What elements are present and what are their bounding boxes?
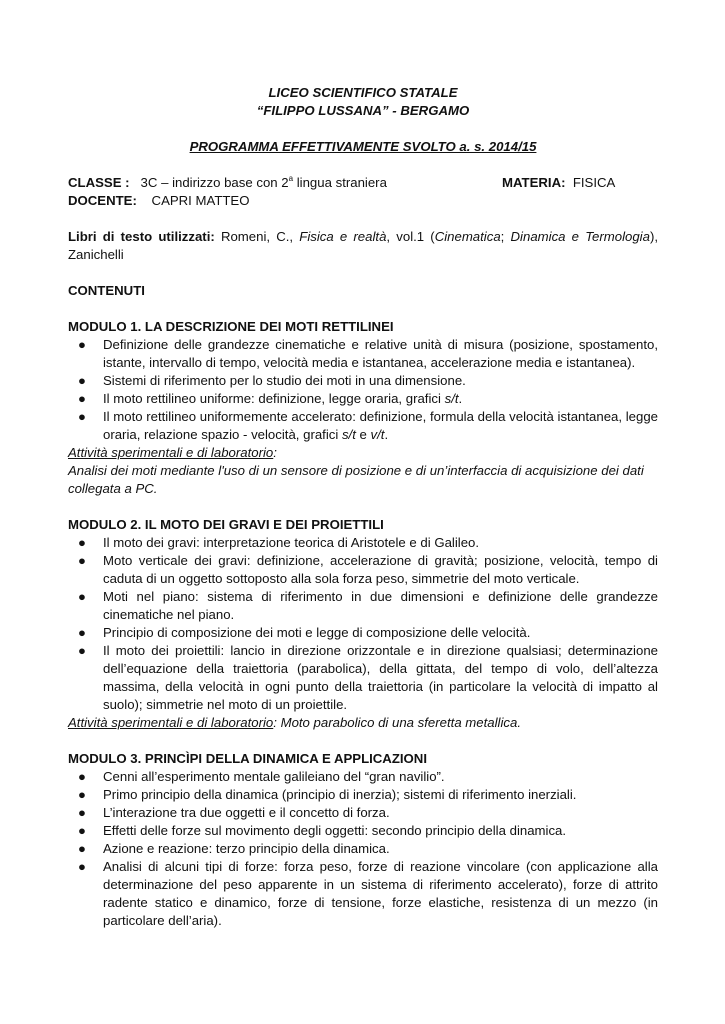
module-1-list <box>68 336 658 444</box>
textbooks: Libri di testo utilizzati: Romeni, C., Fisica e realtà, vol.1 (Cinematica; Dinamica e Termologia), Zanichelli <box>68 229 659 262</box>
materia <box>502 174 615 192</box>
list-item: ● Effetti delle forze sul movimento degli oggetti: secondo principio della dinamica. <box>78 823 567 838</box>
list-item: ● Sistemi di riferimento per lo studio dei moti in una dimensione. <box>78 373 466 388</box>
school-title: “FILIPPO LUSSANA” - BERGAMO <box>256 103 470 118</box>
list-item: ● Il moto rettilineo uniforme: definizione, legge oraria, grafici s/t. <box>78 391 463 406</box>
classe-label: CLASSE : <box>68 175 130 190</box>
class-row <box>68 174 658 192</box>
list-item: ● Moto verticale dei gravi: definizione, accelerazione di gravità; posizione, velocità, tempo di caduta di un oggetto sottoposto alla sola forza peso, simmetrie del moto verticale. <box>78 553 658 586</box>
list-item: ● Moti nel piano: sistema di riferimento in due dimensioni e definizione delle grandezze cinematiche nel piano. <box>78 589 658 622</box>
docente-value: CAPRI MATTEO <box>151 193 250 208</box>
list-item: ● Il moto rettilineo uniformemente accelerato: definizione, formula della velocità istantanea, legge oraria, relazione spazio - velocità, grafici s/t e v/t. <box>78 409 658 442</box>
module-1-lab-text: Analisi dei moti mediante l'uso di un sensore di posizione e di un’interfaccia di acquisizione dei dati collegata a PC. <box>68 463 644 496</box>
materia-label: MATERIA: <box>502 175 566 190</box>
list-item: ● Azione e reazione: terzo principio della dinamica. <box>78 841 390 856</box>
module-2-list <box>68 534 658 714</box>
list-item: ● Analisi di alcuni tipi di forze: forza peso, forze di reazione vincolare (con applicazione alla determinazione del peso apparente in un sistema di riferimento accelerato), forze di attrito radente statico e dinamico, forze di tensione, forze elastiche, resistenza di un mezzo (in particolare dell’aria). <box>78 859 658 928</box>
list-item: ● Il moto dei gravi: interpretazione teorica di Aristotele e di Galileo. <box>78 535 480 550</box>
list-item: ● Definizione delle grandezze cinematiche e relative unità di misura (posizione, spostamento, istante, intervallo di tempo, velocità media e istantanea, accelerazione media e istantanea). <box>78 337 658 370</box>
docente-label: DOCENTE: <box>68 193 137 208</box>
module-2-title: MODULO 2. IL MOTO DEI GRAVI E DEI PROIETTILI <box>68 517 384 532</box>
school-name: LICEO SCIENTIFICO STATALE <box>268 85 458 100</box>
module-3-list <box>68 768 658 930</box>
list-item: ● L’interazione tra due oggetti e il concetto di forza. <box>78 805 390 820</box>
module-3-title: MODULO 3. PRINCÌPI DELLA DINAMICA E APPLICAZIONI <box>68 751 427 766</box>
list-item: ● Primo principio della dinamica (principio di inerzia); sistemi di riferimento inerziali. <box>78 787 577 802</box>
classe-value: 3C – indirizzo base con 2$^a$ lingua straniera <box>140 174 387 190</box>
materia-value: FISICA <box>572 175 616 190</box>
module-2-lab: Attività sperimentali e di laboratorio: Moto parabolico di una sferetta metallica. <box>68 715 522 730</box>
list-item: ● Principio di composizione dei moti e legge di composizione delle velocità. <box>78 625 531 640</box>
module-1-lab-label: Attività sperimentali e di laboratorio: <box>68 445 277 460</box>
list-item: ● Cenni all’esperimento mentale galileiano del “gran navilio”. <box>78 769 445 784</box>
list-item: ● Il moto dei proiettili: lancio in direzione orizzontale e in direzione qualsiasi; determinazione dell’equazione della traiettoria (parabolica), della gittata, del tempo di volo, dell’altezza massima, della velocità in ogni punto della traiettoria (in particolare la velocità di impatto al suolo); simmetrie nel moto di un proiettile. <box>78 643 658 712</box>
docente-row <box>68 192 658 210</box>
contents-heading: CONTENUTI <box>68 283 145 298</box>
document-page <box>68 84 658 930</box>
program-title: PROGRAMMA EFFETTIVAMENTE SVOLTO a. s. 2014/15 <box>189 139 537 154</box>
module-1-title: MODULO 1. LA DESCRIZIONE DEI MOTI RETTILINEI <box>68 319 394 334</box>
